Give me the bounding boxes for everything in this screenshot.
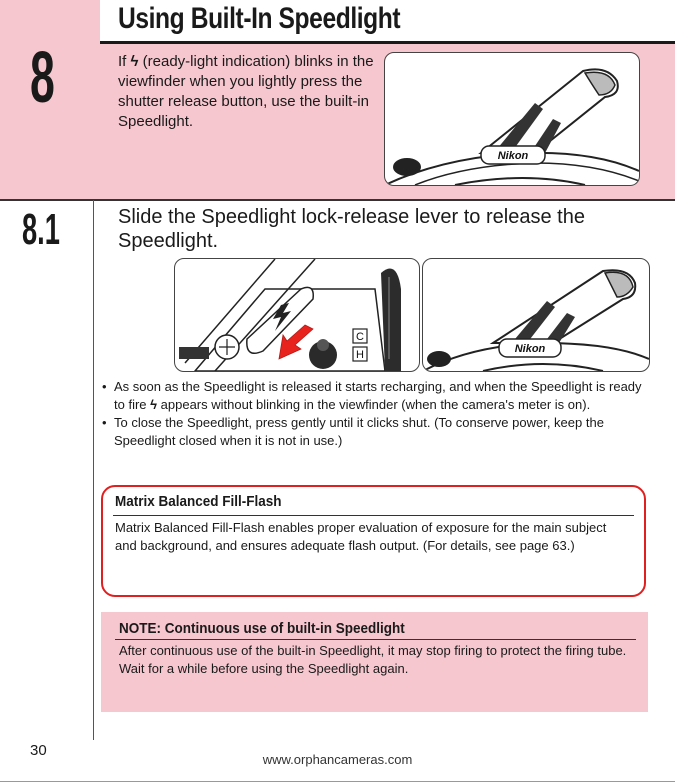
bullet-list [100,378,648,450]
note-body: After continuous use of the built-in Speedlight, it may stop firing to protect the firing tube. Wait for a while before using the Speedlight again. [119,643,627,676]
dial-label-h: H [356,349,364,361]
dial-label-c: C [356,331,364,343]
flash-icon: ϟ [130,53,139,70]
note-box [101,612,648,712]
page-title: Using Built-In Speedlight [118,2,401,35]
note-rule [115,639,636,640]
flash-icon: ϟ [150,396,158,412]
lock-release-drawing [175,259,419,371]
step-number: 8.1 [22,205,60,254]
intro-text-before: If [118,53,127,70]
intro-text [118,52,378,132]
matrix-title: Matrix Balanced Fill-Flash [115,493,282,510]
lock-release-illustration [174,258,420,372]
bullet-text: To close the Speedlight, press gently until it clicks shut. (To conserve power, keep the Speedlight closed when it is not in use.) [114,415,604,448]
bullet-text-after: appears without blinking in the viewfinder (when the camera's meter is on). [160,396,591,412]
title-rule [100,41,675,44]
footer-url[interactable]: www.orphancameras.com [262,752,413,767]
camera-flash-illustration [384,52,640,186]
note-title: NOTE: Continuous use of built-in Speedlight [119,620,405,637]
section-number: 8 [30,38,55,118]
flash-up-illustration [422,258,650,372]
bullet-text-before: As soon as the Speedlight is released it starts recharging, and when the Speedlight is ready to fire [114,379,642,412]
camera-flash-drawing [385,53,639,185]
margin-rule [93,200,94,740]
page-number: 30 [30,742,47,759]
brand-label-2: Nikon [514,343,546,355]
flash-up-drawing [423,259,649,371]
bottom-rule [0,781,675,782]
matrix-body: Matrix Balanced Fill-Flash enables proper evaluation of exposure for the main subject and background, and ensures adequate flash output. (For details, see page 63.) [115,520,607,553]
list-item [100,414,648,449]
list-item [100,378,648,413]
matrix-fill-flash-box [101,485,646,597]
brand-label: Nikon [497,150,529,162]
intro-text-after: (ready-light indication) blinks in the viewfinder when you lightly press the shutter release button, use the built-in Speedlight. [118,53,374,130]
section-divider [0,199,675,201]
bullet-dot: • [102,415,107,430]
step-heading: Slide the Speedlight lock-release lever to release the Speedlight. [118,206,585,252]
matrix-rule [113,515,634,516]
bullet-dot: • [102,379,107,394]
